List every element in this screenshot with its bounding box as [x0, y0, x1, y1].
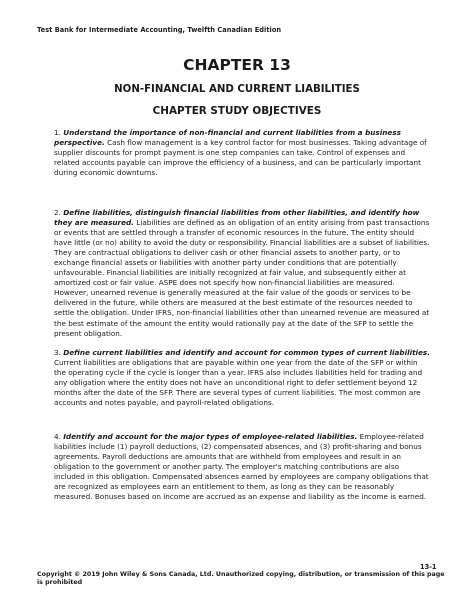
study-objective-3	[54, 348, 430, 408]
chapter-title: CHAPTER 13	[183, 56, 291, 74]
objective-body: Cash flow management is a key control factor for most businesses. Taking advantage of supplier discounts for prompt payment is one step companies can take. Control of expenses and related accounts payable can improve the efficiency of a business, and can be particularly important during economic downturns.	[54, 138, 427, 178]
study-objective-1	[54, 128, 430, 178]
objective-body: Employee-related liabilities include (1) payroll deductions, (2) compensated absences, and (3) profit-sharing and bonus agreements. Payroll deductions are amounts that are withheld from employees and result in an obligation to the government or another party. The employer's matching contributions are also included in this obligation. Compensated absences earned by employees are company obligations that are recognized as employees earn an entitlement to them, as long as they can be reasonably measured. Bonuses based on income are accrued as an expense and liability as the income is earned.	[54, 432, 429, 502]
objective-heading: Understand the importance of non-financial and current liabilities from a business perspective.	[54, 128, 401, 148]
objective-body: Liabilities are defined as an obligation of an entity arising from past transactions or events that are settled through a transfer of economic resources in the future. The entity should have little (or no) ability to avoid the duty or responsibility. Financial liabilities are a subset of liabilities. They are contractual obligations to deliver cash or other financial assets to another party, or to exchange financial assets or liabilities with another party under conditions that are potentially unfavourable. Financial liabilities are initially recognized at fair value, and subsequently either at amortized cost or fair value. ASPE does not specify how non-financial liabilities are measured. However, unearned revenue is generally measured at the fair value of the goods or services to be delivered in the future, while others are measured at the best estimate of the resources needed to settle the obligation. Under IFRS, non-financial liabilities other than unearned revenue are measured at the best estimate of the amount the entity would rationally pay at the date of the SFP to settle the present obligation.	[54, 218, 430, 338]
objective-number: 3.	[54, 348, 61, 357]
page-number: 13-1	[420, 563, 437, 571]
objective-number: 4.	[54, 432, 61, 441]
objective-heading: Identify and account for the major types of employee-related liabilities.	[63, 432, 358, 441]
objective-number: 1.	[54, 128, 61, 137]
copyright-footer: Copyright © 2019 John Wiley & Sons Canada, Ltd. Unauthorized copying, distribution, or transmission of this page is prohibited	[37, 571, 445, 587]
study-objective-2	[54, 208, 430, 339]
study-objective-4	[54, 432, 430, 502]
objectives-heading: CHAPTER STUDY OBJECTIVES	[152, 105, 322, 117]
chapter-subtitle: NON-FINANCIAL AND CURRENT LIABILITIES	[114, 84, 360, 95]
objective-heading: Define liabilities, distinguish financial liabilities from other liabilities, and identify how they are measured.	[54, 208, 420, 228]
objective-number: 2.	[54, 208, 61, 217]
running-header: Test Bank for Intermediate Accounting, Twelfth Canadian Edition	[37, 26, 282, 34]
objective-body: Current liabilities are obligations that are payable within one year from the date of the SFP or within the operating cycle if the cycle is longer than a year. IFRS also includes liabilities held for trading and any obligation where the entity does not have an unconditional right to defer settlement beyond 12 months after the date of the SFP. There are several types of current liabilities. The most common are accounts and notes payable, and payroll-related obligations.	[54, 358, 423, 408]
objective-heading: Define current liabilities and identify and account for common types of current liabilities.	[63, 348, 431, 357]
